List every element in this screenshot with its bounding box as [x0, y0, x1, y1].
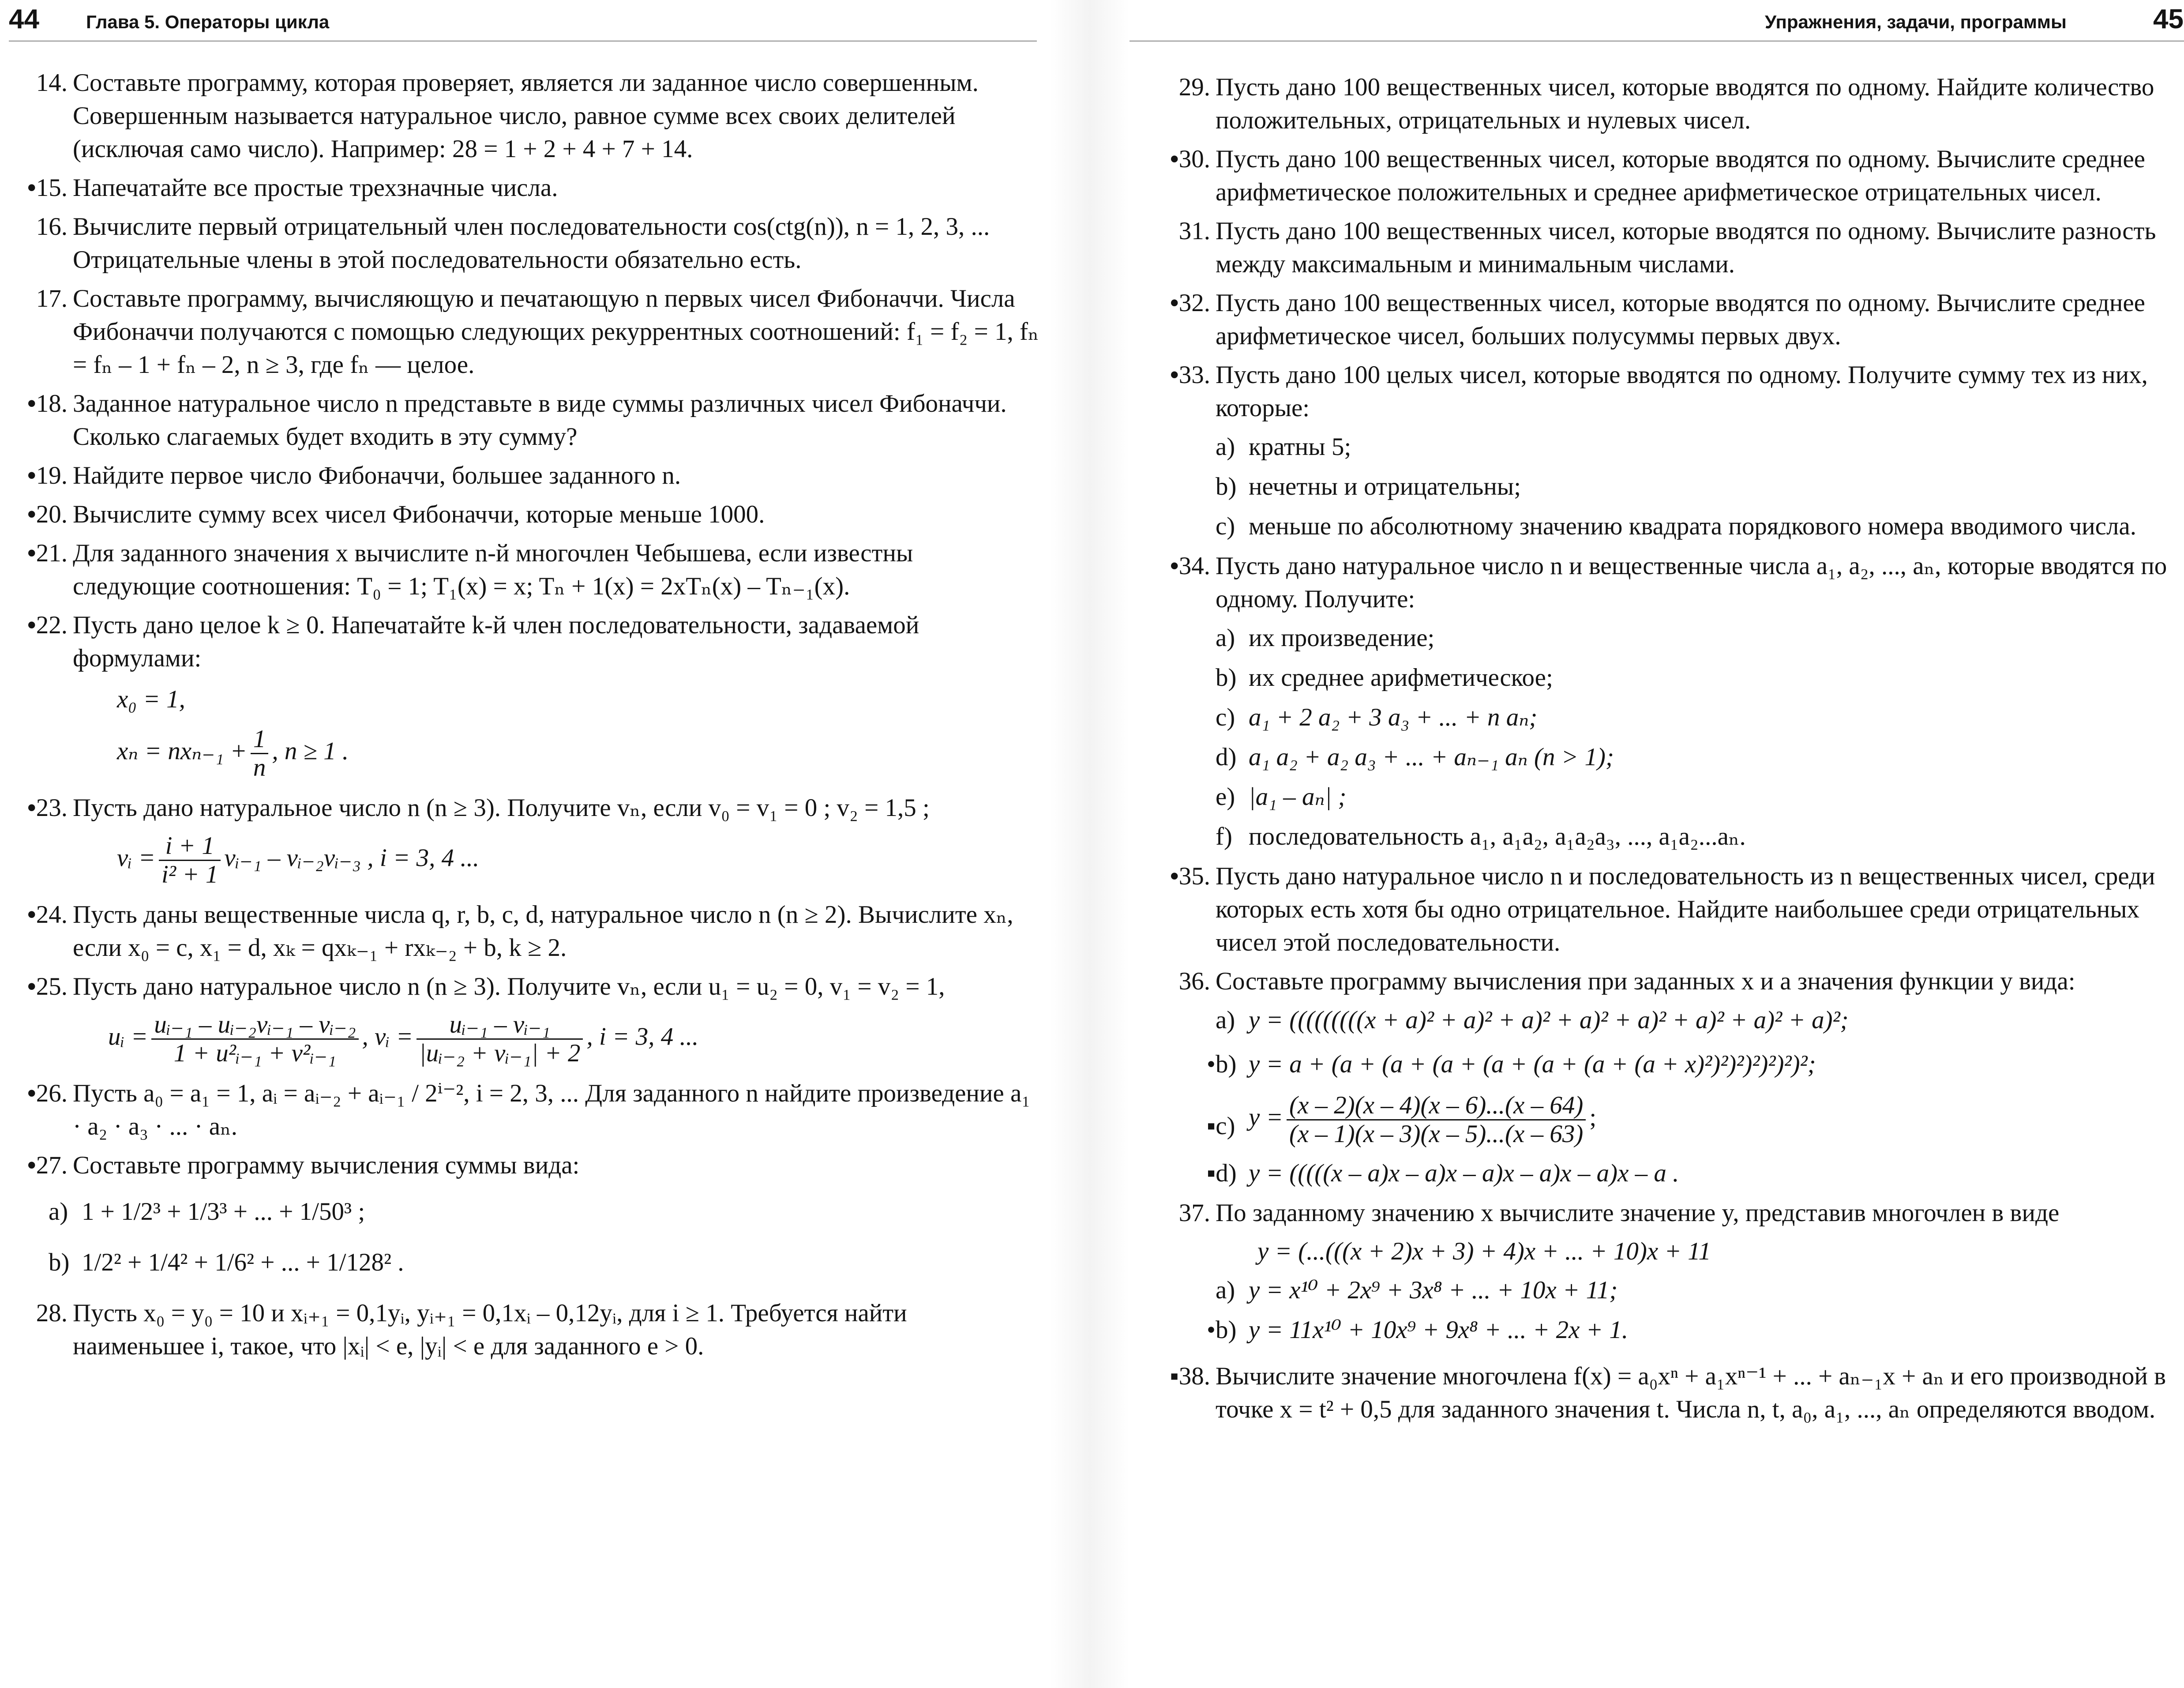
running-title: Глава 5. Операторы цикла [86, 11, 330, 32]
exercise-text: Пусть дано целое k ≥ 0. Напечатайте k-й член последовательности, задаваемой формулами: [73, 611, 919, 672]
exercise-15: •15. Напечатайте все простые трехзначные числа. [27, 174, 558, 202]
exercise-24: •24. Пусть даны вещественные числа q, r, b, c, d, натуральное число n (n ≥ 2). Вычислите xₙ, если x₀ = c, x₁ = d, xₖ = qxₖ₋₁ + rxₖ₋₂ + b, k ≥ 2. [27, 901, 1013, 962]
exercise-number: 27. [36, 1151, 68, 1179]
exercise-18: •18. Заданное натуральное число n представьте в виде суммы различных чисел Фибоначчи. Сколько слагаемых будет входить в эту сумму? [27, 390, 1007, 451]
fraction: $\frac{i + 1}{\text{i² + 1}}$ [159, 832, 221, 888]
exercise-text: Пусть даны вещественные числа q, r, b, c, d, натуральное число n (n ≥ 2). Вычислите xₙ, если x₀ = c, x₁ = d, xₖ = qxₖ₋₁ + rxₖ₋₂ + b, k ≥ 2. [73, 901, 1013, 962]
exercise-number: 38. [1178, 1362, 1210, 1390]
subitem-d: d) a₁ a₂ + a₂ a₃ + ... + aₙ₋₁ aₙ (n > 1); [1216, 743, 1614, 771]
running-title: Упражнения, задачи, программы [1765, 11, 2067, 32]
subitem-b: b) 1/2² + 1/4² + 1/6² + ... + 1/128² . [49, 1248, 404, 1276]
exercise-14 [13, 66, 1041, 165]
exercise-number: 25. [36, 973, 68, 1000]
subitem-c: ▪c) y = $\frac{(x - 2)(x - 4)(x - 6)...(x - 64)}{(x - 1)(x - 3)(x - 5)...(x - 63)}$ ; [1207, 1091, 1597, 1148]
exercise-text: Пусть a₀ = a₁ = 1, aᵢ = aᵢ₋₂ + aᵢ₋₁ / 2ⁱ⁻², i = 2, 3, ... Для заданного n найдите произведение a₁ · a₂ · a₃ · ... · aₙ. [73, 1079, 1031, 1140]
exercise-23: •23. Пусть дано натуральное число n (n ≥ 3). Получите vₙ, если v₀ = v₁ = 0 ; v₂ = 1,5 ; vᵢ = $\frac{i + 1}{\text{i² + 1}}$ vᵢ₋₁ – vᵢ₋₂vᵢ₋₃ , i = 3, 4 ... [13, 791, 1041, 888]
exercise-29 [1156, 71, 2184, 137]
exercise-26: •26. Пусть a₀ = a₁ = 1, aᵢ = aᵢ₋₂ + aᵢ₋₁ / 2ⁱ⁻², i = 2, 3, ... Для заданного n найдите произведение a₁ · a₂ · a₃ · ... · aₙ. [27, 1079, 1031, 1140]
fraction: $\frac{(x - 2)(x - 4)(x - 6)...(x - 64)}{(x - 1)(x - 3)(x - 5)...(x - 63)}$ [1287, 1092, 1586, 1148]
exercise-number: 37. [1178, 1199, 1210, 1227]
exercise-number: 28. [36, 1299, 68, 1327]
exercise-38: ▪38. Вычислите значение многочлена f(x) = a₀xⁿ + a₁xⁿ⁻¹ + ... + aₙ₋₁x + aₙ и его производной в точке x = t² + 0,5 для заданного значения t. Числа n, t, a₀, a₁, ..., aₙ определяются вводом. [1170, 1362, 2166, 1423]
exercise-text: Составьте программу вычисления суммы вида: [73, 1151, 580, 1179]
subitem-d: ▪d) y = (((((x – a)x – a)x – a)x – a)x – a)x – a . [1207, 1159, 1679, 1187]
exercise-text: Заданное натуральное число n представьте в виде суммы различных чисел Фибоначчи. Сколько слагаемых будет входить в эту сумму? [73, 390, 1007, 451]
exercise-number: 16. [36, 213, 68, 241]
exercise-text: Пусть дано натуральное число n и вещественные числа a₁, a₂, ..., aₙ, которые вводятся по одному. Получите: [1216, 552, 2167, 613]
exercise-number: 15. [36, 174, 68, 202]
subitem-f: f) последовательность a₁, a₁a₂, a₁a₂a₃, ..., a₁a₂...aₙ. [1216, 823, 1746, 850]
exercise-text: Пусть дано 100 вещественных чисел, которые вводятся по одному. Найдите количество положительных, отрицательных и нулевых чисел. [1216, 73, 2154, 134]
exercise-text: Напечатайте все простые трехзначные числа. [73, 174, 558, 202]
exercise-number: 30. [1178, 145, 1210, 173]
exercise-number: 19. [36, 462, 68, 489]
left-page [0, 0, 1050, 1688]
subitem-a: a) 1 + 1/2³ + 1/3³ + ... + 1/50³ ; [49, 1198, 365, 1226]
formula-ui-vi: uᵢ = $\frac{\text{uᵢ₋₁ – uᵢ₋₂vᵢ₋₁ – vᵢ₋₂}}{\text{1 + u²ᵢ₋₁ + v²ᵢ₋₁}}$ , vᵢ = $\frac{\text{uᵢ₋₁ – vᵢ₋₁}}{\text{|uᵢ₋₂ + vᵢ₋₁| + 2}}$ , i = 3, 4 ... [108, 1011, 699, 1067]
subitem-b: •b) y = a + (a + (a + (a + (a + (a + (a + (a + x)²)²)²)²)²)²)²; [1207, 1050, 1816, 1078]
exercise-text: Пусть x₀ = y₀ = 10 и xᵢ₊₁ = 0,1yᵢ, yᵢ₊₁ = 0,1xᵢ – 0,12yᵢ, для i ≥ 1. Требуется найти наименьшее i, такое, что |xᵢ| < e, |yᵢ| < e для заданного e > 0. [73, 1299, 907, 1360]
exercise-text: Составьте программу, которая проверяет, является ли заданное число совершенным. Совершенным называется натуральное число, равное сумме всех своих делителей (исключая само число). Например: 28 = 1 + 2 + 4 + 7 + 14. [73, 69, 979, 163]
exercise-number: 29. [1178, 73, 1210, 101]
exercise-27: •27. Составьте программу вычисления суммы вида: [27, 1151, 580, 1179]
exercise-number: 35. [1178, 862, 1210, 890]
exercise-33: •33. Пусть дано 100 целых чисел, которые вводятся по одному. Получите сумму тех из них, которые: [1170, 361, 2148, 422]
exercise-number: 32. [1178, 289, 1210, 317]
exercise-text: Вычислите сумму всех чисел Фибоначчи, которые меньше 1000. [73, 500, 765, 528]
sum-expression: 1 + 1/2³ + 1/3³ + ... + 1/50³ ; [82, 1198, 365, 1226]
subitem-c: c) a₁ + 2 a₂ + 3 a₃ + ... + n aₙ; [1216, 703, 1538, 731]
exercise-number: 26. [36, 1079, 68, 1107]
exercise-number: 22. [36, 611, 68, 639]
formula-vi: vᵢ = $\frac{i + 1}{\text{i² + 1}}$ vᵢ₋₁ – vᵢ₋₂vᵢ₋₃ , i = 3, 4 ... [117, 832, 480, 888]
horner-formula: y = (...(((x + 2)x + 3) + 4)x + ... + 10)x + 11 [1257, 1237, 1711, 1265]
fraction: $\frac{\text{uᵢ₋₁ – vᵢ₋₁}}{\text{|uᵢ₋₂ + vᵢ₋₁| + 2}}$ [417, 1011, 583, 1067]
exercise-17 [13, 282, 1041, 381]
subitem-b: b) нечетны и отрицательны; [1216, 473, 1521, 500]
subitem-b: b) их среднее арифметическое; [1216, 664, 1553, 692]
subitem-e: e) |a₁ – aₙ| ; [1216, 783, 1347, 811]
exercise-text: Пусть дано 100 целых чисел, которые вводятся по одному. Получите сумму тех из них, которые: [1216, 361, 2148, 422]
exercise-text: По заданному значению x вычислите значение y, представив многочлен в виде [1216, 1199, 2060, 1227]
exercise-number: 18. [36, 390, 68, 417]
right-page [1130, 0, 2184, 1688]
page-number: 44 [9, 4, 39, 34]
exercise-34: •34. Пусть дано натуральное число n и вещественные числа a₁, a₂, ..., aₙ, которые вводятся по одному. Получите: [1170, 552, 2167, 613]
exercise-number: 17. [36, 285, 68, 312]
fraction: $\frac{1}{n}$ [251, 726, 269, 782]
exercise-number: 36. [1178, 967, 1210, 995]
exercise-number: 34. [1178, 552, 1210, 580]
exercise-30: •30. Пусть дано 100 вещественных чисел, которые вводятся по одному. Вычислите среднее арифметическое положительных и среднее арифметическое отрицательных чисел. [1170, 145, 2145, 206]
exercise-number: 20. [36, 500, 68, 528]
exercise-text: Для заданного значения x вычислите n-й многочлен Чебышева, если известны следующие соотношения: T₀ = 1; T₁(x) = x; Tₙ + 1(x) = 2xTₙ(x) – Tₙ₋₁(x). [73, 539, 913, 600]
exercise-text: Вычислите первый отрицательный член последовательности cos(ctg(n)), n = 1, 2, 3, ... Отрицательные члены в этой последовательности обязательно есть. [73, 213, 990, 274]
exercise-36 [1156, 965, 2184, 998]
book-gutter [1050, 0, 1130, 1688]
exercise-number: 21. [36, 539, 68, 567]
exercise-text: Пусть дано 100 вещественных чисел, которые вводятся по одному. Вычислите среднее арифметическое чисел, больших полусуммы первых двух. [1216, 289, 2145, 350]
exercise-37 [1156, 1196, 2184, 1268]
exercise-text: Вычислите значение многочлена f(x) = a₀xⁿ + a₁xⁿ⁻¹ + ... + aₙ₋₁x + aₙ и его производной в точке x = t² + 0,5 для заданного значения t. Числа n, t, a₀, a₁, ..., aₙ определяются вводом. [1216, 1362, 2166, 1423]
exercise-text: Составьте программу вычисления при заданных x и a значения функции y вида: [1216, 967, 2075, 995]
exercise-16 [13, 210, 1041, 276]
subitem-a: a) y = (((((((((x + a)² + a)² + a)² + a)² + a)² + a)² + a)² + a)²; [1216, 1006, 1849, 1034]
exercise-20: •20. Вычислите сумму всех чисел Фибоначчи, которые меньше 1000. [27, 500, 765, 528]
exercise-text: Составьте программу, вычисляющую и печатающую n первых чисел Фибоначчи. Числа Фибоначчи получаются с помощью следующих рекуррентных соотношений: f₁ = f₂ = 1, fₙ = fₙ – 1 + fₙ – 2, n ≥ 3, где fₙ — целое. [73, 285, 1039, 379]
exercise-text: Пусть дано натуральное число n (n ≥ 3). Получите vₙ, если u₁ = u₂ = 0, v₁ = v₂ = 1, [73, 973, 945, 1000]
formula-x0: x₀ = 1, [117, 685, 185, 713]
sum-expression: 1/2² + 1/4² + 1/6² + ... + 1/128² . [82, 1248, 404, 1276]
exercise-text: Пусть дано натуральное число n и последовательность из n вещественных чисел, среди которых есть хотя бы одно отрицательное. Найдите наибольшее среди отрицательных чисел этой последовательности. [1216, 862, 2155, 956]
exercise-text: Найдите первое число Фибоначчи, большее заданного n. [73, 462, 681, 489]
subitem-a: a) y = x¹⁰ + 2x⁹ + 3x⁸ + ... + 10x + 11; [1216, 1276, 1618, 1304]
exercise-list [13, 66, 1041, 1368]
exercise-21: •21. Для заданного значения x вычислите n-й многочлен Чебышева, если известны следующие соотношения: T₀ = 1; T₁(x) = x; Tₙ + 1(x) = 2xTₙ(x) – Tₙ₋₁(x). [27, 539, 913, 600]
exercise-text: Пусть дано натуральное число n (n ≥ 3). Получите vₙ, если v₀ = v₁ = 0 ; v₂ = 1,5 ; [73, 794, 930, 822]
exercise-number: 14. [36, 69, 68, 97]
subitem-b: •b) y = 11x¹⁰ + 10x⁹ + 9x⁸ + ... + 2x + 1. [1207, 1316, 1629, 1344]
exercise-22: •22. Пусть дано целое k ≥ 0. Напечатайте k-й член последовательности, задаваемой формулами: x₀ = 1, xₙ = nxₙ₋₁ + $\frac{1}{n}$ , n ≥ 1 . [13, 609, 1041, 782]
exercise-number: 23. [36, 794, 68, 822]
exercise-text: Пусть дано 100 вещественных чисел, которые вводятся по одному. Вычислите среднее арифметическое положительных и среднее арифметическое отрицательных чисел. [1216, 145, 2145, 206]
formula-xn: xₙ = nxₙ₋₁ + $\frac{1}{n}$ , n ≥ 1 . [117, 725, 349, 782]
exercise-list [1156, 71, 2184, 1432]
exercise-number: 24. [36, 901, 68, 929]
subitem-c: c) меньше по абсолютному значению квадрата порядкового номера вводимого числа. [1216, 512, 2136, 540]
exercise-number: 31. [1178, 217, 1210, 245]
exercise-28 [13, 1297, 1041, 1363]
page-number: 45 [2153, 4, 2184, 34]
exercise-35: •35. Пусть дано натуральное число n и последовательность из n вещественных чисел, среди которых есть хотя бы одно отрицательное. Найдите наибольшее среди отрицательных чисел этой последовательности. [1170, 862, 2155, 956]
exercise-19: •19. Найдите первое число Фибоначчи, большее заданного n. [27, 462, 681, 489]
exercise-text: Пусть дано 100 вещественных чисел, которые вводятся по одному. Вычислите разность между максимальным и минимальным числами. [1216, 217, 2156, 278]
exercise-32: •32. Пусть дано 100 вещественных чисел, которые вводятся по одному. Вычислите среднее арифметическое чисел, больших полусуммы первых двух. [1170, 289, 2145, 350]
subitem-a: a) кратны 5; [1216, 433, 1351, 461]
exercise-31 [1156, 214, 2184, 281]
exercise-number: 33. [1178, 361, 1210, 389]
subitem-a: a) их произведение; [1216, 624, 1435, 652]
exercise-25: •25. Пусть дано натуральное число n (n ≥ 3). Получите vₙ, если u₁ = u₂ = 0, v₁ = v₂ = 1, uᵢ = $\frac{\text{uᵢ₋₁ – uᵢ₋₂vᵢ₋₁ – vᵢ₋₂}}{\text{1 + u²ᵢ₋₁ + v²ᵢ₋₁}}$ , vᵢ = $\frac{\text{uᵢ₋₁ – vᵢ₋₁}}{\text{|uᵢ₋₂ + vᵢ₋₁| + 2}}$ , i = 3, 4 ... [13, 970, 1041, 1067]
fraction: $\frac{\text{uᵢ₋₁ – uᵢ₋₂vᵢ₋₁ – vᵢ₋₂}}{\text{1 + u²ᵢ₋₁ + v²ᵢ₋₁}}$ [151, 1011, 358, 1067]
